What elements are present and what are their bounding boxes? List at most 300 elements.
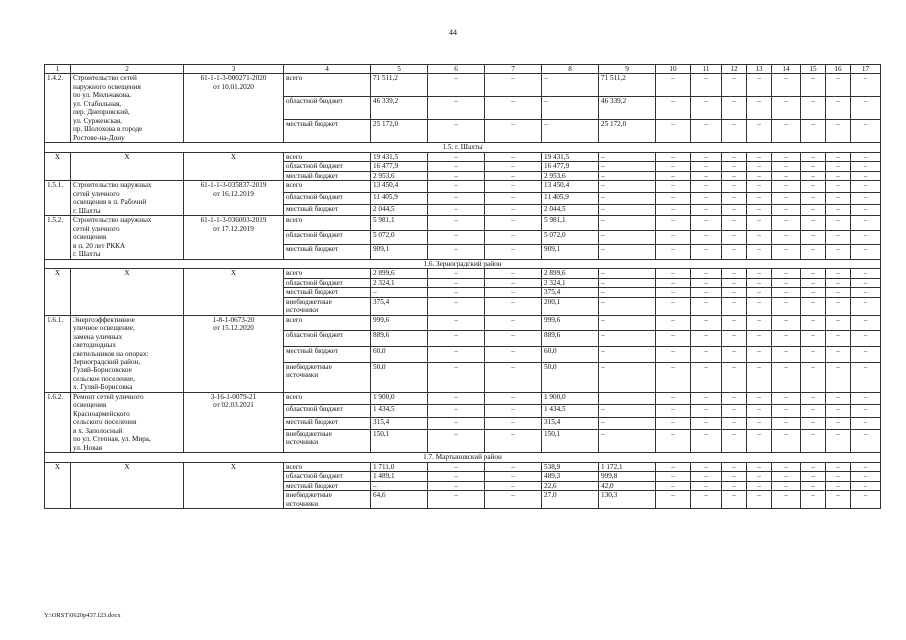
value-cell: 999,8 bbox=[599, 472, 656, 481]
value-cell: – bbox=[485, 192, 542, 204]
value-cell: – bbox=[691, 230, 722, 244]
item-number-cell: 1.5.1. bbox=[45, 181, 71, 216]
table-row bbox=[45, 392, 881, 404]
value-cell: – bbox=[826, 362, 851, 392]
value-cell: 1 434,5 bbox=[542, 405, 599, 417]
value-cell: – bbox=[691, 362, 722, 392]
value-cell: – bbox=[656, 204, 691, 216]
value-cell: – bbox=[599, 288, 656, 297]
value-cell: – bbox=[772, 74, 801, 97]
value-cell: – bbox=[851, 245, 881, 259]
item-number-cell: Х bbox=[45, 269, 71, 315]
value-cell: – bbox=[722, 472, 747, 481]
value-cell: – bbox=[772, 472, 801, 481]
value-cell: 27,0 bbox=[542, 491, 599, 509]
value-cell: – bbox=[801, 162, 826, 171]
value-cell: – bbox=[691, 417, 722, 429]
value-cell: – bbox=[747, 97, 772, 120]
value-cell: – bbox=[747, 120, 772, 143]
value-cell: – bbox=[428, 331, 485, 347]
value-cell: – bbox=[691, 297, 722, 315]
value-cell: – bbox=[656, 491, 691, 509]
value-cell: – bbox=[691, 181, 722, 193]
value-cell: – bbox=[485, 230, 542, 244]
value-cell: – bbox=[801, 491, 826, 509]
value-cell: – bbox=[851, 162, 881, 171]
value-cell: – bbox=[722, 392, 747, 404]
value-cell: – bbox=[691, 152, 722, 161]
value-cell: – bbox=[656, 362, 691, 392]
value-cell: – bbox=[851, 392, 881, 404]
project-name-cell: Х bbox=[71, 152, 184, 180]
value-cell: – bbox=[485, 74, 542, 97]
value-cell: – bbox=[428, 362, 485, 392]
value-cell: 375,4 bbox=[542, 288, 599, 297]
value-cell: – bbox=[656, 417, 691, 429]
value-cell: 22,6 bbox=[542, 481, 599, 490]
value-cell: 11 405,9 bbox=[542, 192, 599, 204]
funding-source-cell: областной бюджет bbox=[284, 97, 371, 120]
value-cell: – bbox=[826, 481, 851, 490]
value-cell: – bbox=[747, 204, 772, 216]
value-cell: 46 339,2 bbox=[599, 97, 656, 120]
table-row bbox=[45, 462, 881, 471]
value-cell: – bbox=[851, 405, 881, 417]
value-cell: – bbox=[826, 331, 851, 347]
value-cell: – bbox=[747, 297, 772, 315]
table-row bbox=[45, 152, 881, 161]
value-cell: – bbox=[485, 472, 542, 481]
value-cell: – bbox=[656, 171, 691, 180]
value-cell: – bbox=[772, 120, 801, 143]
value-cell: – bbox=[691, 192, 722, 204]
value-cell: – bbox=[542, 120, 599, 143]
value-cell: – bbox=[747, 278, 772, 287]
budget-table bbox=[44, 64, 881, 509]
value-cell: – bbox=[722, 278, 747, 287]
value-cell: – bbox=[656, 216, 691, 230]
value-cell: – bbox=[485, 162, 542, 171]
column-number-header: 8 bbox=[542, 65, 599, 74]
value-cell: – bbox=[691, 347, 722, 363]
value-cell: – bbox=[599, 230, 656, 244]
value-cell: – bbox=[691, 269, 722, 278]
value-cell: – bbox=[428, 162, 485, 171]
value-cell: – bbox=[428, 204, 485, 216]
value-cell: – bbox=[691, 278, 722, 287]
value-cell: – bbox=[826, 120, 851, 143]
registration-number-cell: Х bbox=[184, 462, 284, 508]
value-cell: – bbox=[722, 230, 747, 244]
value-cell: – bbox=[851, 297, 881, 315]
value-cell: – bbox=[772, 216, 801, 230]
column-number-header: 10 bbox=[656, 65, 691, 74]
value-cell: – bbox=[428, 347, 485, 363]
value-cell: 2 953,6 bbox=[371, 171, 428, 180]
value-cell: 538,9 bbox=[542, 462, 599, 471]
value-cell: – bbox=[691, 405, 722, 417]
value-cell: – bbox=[691, 245, 722, 259]
funding-source-cell: всего bbox=[284, 269, 371, 278]
value-cell: – bbox=[772, 230, 801, 244]
value-cell: – bbox=[801, 392, 826, 404]
value-cell: – bbox=[599, 331, 656, 347]
value-cell: – bbox=[826, 152, 851, 161]
value-cell: 5 981,1 bbox=[371, 216, 428, 230]
value-cell: – bbox=[599, 362, 656, 392]
value-cell: – bbox=[722, 120, 747, 143]
value-cell: – bbox=[599, 269, 656, 278]
funding-source-cell: областной бюджет bbox=[284, 472, 371, 481]
value-cell: – bbox=[599, 216, 656, 230]
value-cell: – bbox=[428, 245, 485, 259]
table-row bbox=[45, 315, 881, 331]
value-cell: – bbox=[772, 362, 801, 392]
value-cell: 2 899,6 bbox=[371, 269, 428, 278]
value-cell: – bbox=[691, 97, 722, 120]
value-cell: – bbox=[722, 74, 747, 97]
value-cell: – bbox=[485, 181, 542, 193]
funding-source-cell: областной бюджет bbox=[284, 405, 371, 417]
value-cell: – bbox=[599, 204, 656, 216]
value-cell: – bbox=[772, 417, 801, 429]
value-cell: – bbox=[747, 269, 772, 278]
budget-table-container bbox=[44, 64, 870, 509]
page-number: 44 bbox=[449, 28, 457, 37]
value-cell: – bbox=[485, 288, 542, 297]
funding-source-cell: всего bbox=[284, 462, 371, 471]
value-cell: – bbox=[851, 429, 881, 452]
value-cell: – bbox=[772, 181, 801, 193]
project-name-cell: Строительство наружных сетей уличного освещения в п. 20 лет РККА г. Шахты bbox=[71, 216, 184, 259]
value-cell: – bbox=[801, 74, 826, 97]
value-cell: – bbox=[851, 278, 881, 287]
value-cell: – bbox=[772, 331, 801, 347]
value-cell: – bbox=[691, 216, 722, 230]
registration-number-cell: 3-16-1-0079-21 от 02.03.2021 bbox=[184, 392, 284, 452]
value-cell: – bbox=[826, 491, 851, 509]
section-row bbox=[45, 259, 881, 268]
value-cell: – bbox=[722, 97, 747, 120]
value-cell: – bbox=[656, 288, 691, 297]
value-cell: – bbox=[747, 230, 772, 244]
value-cell: – bbox=[722, 181, 747, 193]
funding-source-cell: областной бюджет bbox=[284, 331, 371, 347]
value-cell: – bbox=[722, 288, 747, 297]
value-cell: – bbox=[851, 362, 881, 392]
value-cell: – bbox=[801, 204, 826, 216]
value-cell: – bbox=[691, 429, 722, 452]
value-cell: – bbox=[851, 481, 881, 490]
value-cell: – bbox=[485, 171, 542, 180]
value-cell: – bbox=[851, 171, 881, 180]
value-cell: – bbox=[599, 171, 656, 180]
table-row bbox=[45, 216, 881, 230]
value-cell: – bbox=[851, 181, 881, 193]
value-cell: – bbox=[691, 331, 722, 347]
table-row bbox=[45, 181, 881, 193]
file-path-footer: Y:\ORST\0620p437.f23.docx bbox=[44, 612, 121, 619]
value-cell: – bbox=[485, 269, 542, 278]
value-cell: – bbox=[656, 429, 691, 452]
value-cell: – bbox=[656, 74, 691, 97]
value-cell: – bbox=[826, 230, 851, 244]
item-number-cell: Х bbox=[45, 462, 71, 508]
value-cell: – bbox=[826, 288, 851, 297]
value-cell: 1 900,0 bbox=[371, 392, 428, 404]
value-cell: – bbox=[851, 347, 881, 363]
value-cell: – bbox=[851, 120, 881, 143]
section-title: 1.7. Мартыновский район bbox=[45, 453, 881, 462]
value-cell: 60,0 bbox=[542, 347, 599, 363]
value-cell: 2 953,6 bbox=[542, 171, 599, 180]
value-cell: – bbox=[722, 491, 747, 509]
value-cell: – bbox=[485, 429, 542, 452]
value-cell: – bbox=[826, 171, 851, 180]
section-title: 1.5. г. Шахты bbox=[45, 143, 881, 152]
value-cell: – bbox=[747, 405, 772, 417]
value-cell: – bbox=[801, 97, 826, 120]
value-cell: – bbox=[747, 417, 772, 429]
item-number-cell: 1.5.2. bbox=[45, 216, 71, 259]
value-cell: – bbox=[428, 269, 485, 278]
value-cell: 16 477,9 bbox=[542, 162, 599, 171]
column-number-header: 13 bbox=[747, 65, 772, 74]
registration-number-cell: 61-1-1-3-035837-2019 от 16.12.2019 bbox=[184, 181, 284, 216]
funding-source-cell: местный бюджет bbox=[284, 245, 371, 259]
value-cell: – bbox=[428, 181, 485, 193]
value-cell: – bbox=[747, 216, 772, 230]
value-cell: – bbox=[801, 216, 826, 230]
value-cell: – bbox=[801, 405, 826, 417]
value-cell: – bbox=[801, 315, 826, 331]
funding-source-cell: всего bbox=[284, 392, 371, 404]
value-cell: 60,0 bbox=[371, 347, 428, 363]
value-cell: – bbox=[428, 429, 485, 452]
value-cell: 1 900,0 bbox=[542, 392, 599, 404]
value-cell: 130,3 bbox=[599, 491, 656, 509]
funding-source-cell: всего bbox=[284, 181, 371, 193]
value-cell: – bbox=[772, 347, 801, 363]
funding-source-cell: местный бюджет bbox=[284, 347, 371, 363]
value-cell: – bbox=[747, 331, 772, 347]
value-cell: – bbox=[801, 331, 826, 347]
value-cell: 2 044,5 bbox=[542, 204, 599, 216]
value-cell: 2 324,1 bbox=[371, 278, 428, 287]
value-cell: – bbox=[599, 347, 656, 363]
value-cell: – bbox=[801, 269, 826, 278]
value-cell: – bbox=[772, 481, 801, 490]
value-cell: – bbox=[772, 429, 801, 452]
value-cell: – bbox=[428, 405, 485, 417]
value-cell: – bbox=[428, 171, 485, 180]
value-cell: 50,0 bbox=[371, 362, 428, 392]
value-cell: – bbox=[747, 491, 772, 509]
value-cell: 909,1 bbox=[371, 245, 428, 259]
value-cell: 19 431,5 bbox=[542, 152, 599, 161]
column-number-header: 6 bbox=[428, 65, 485, 74]
value-cell: – bbox=[691, 288, 722, 297]
value-cell: 1 172,1 bbox=[599, 462, 656, 471]
value-cell: 42,0 bbox=[599, 481, 656, 490]
value-cell: – bbox=[747, 362, 772, 392]
funding-source-cell: местный бюджет bbox=[284, 120, 371, 143]
value-cell: 1 489,1 bbox=[371, 472, 428, 481]
value-cell: – bbox=[722, 429, 747, 452]
funding-source-cell: всего bbox=[284, 152, 371, 161]
value-cell: – bbox=[485, 278, 542, 287]
value-cell: – bbox=[722, 216, 747, 230]
value-cell: – bbox=[801, 192, 826, 204]
section-row bbox=[45, 143, 881, 152]
value-cell: – bbox=[801, 429, 826, 452]
value-cell: – bbox=[747, 429, 772, 452]
funding-source-cell: всего bbox=[284, 74, 371, 97]
value-cell: 909,1 bbox=[542, 245, 599, 259]
value-cell: – bbox=[826, 245, 851, 259]
value-cell: – bbox=[851, 462, 881, 471]
value-cell: – bbox=[656, 269, 691, 278]
value-cell: 5 072,0 bbox=[542, 230, 599, 244]
value-cell: – bbox=[826, 405, 851, 417]
value-cell: – bbox=[772, 315, 801, 331]
value-cell: 71 511,2 bbox=[371, 74, 428, 97]
value-cell: – bbox=[747, 152, 772, 161]
value-cell: – bbox=[428, 491, 485, 509]
value-cell: – bbox=[691, 462, 722, 471]
value-cell: – bbox=[656, 462, 691, 471]
value-cell: – bbox=[722, 171, 747, 180]
value-cell: 11 405,9 bbox=[371, 192, 428, 204]
project-name-cell: Строительство наружных сетей уличного освещения в п. Рабочий г. Шахты bbox=[71, 181, 184, 216]
funding-source-cell: местный бюджет bbox=[284, 417, 371, 429]
value-cell: – bbox=[599, 278, 656, 287]
value-cell: – bbox=[801, 288, 826, 297]
value-cell: – bbox=[656, 331, 691, 347]
value-cell: – bbox=[656, 297, 691, 315]
column-number-header: 12 bbox=[722, 65, 747, 74]
value-cell: 999,6 bbox=[542, 315, 599, 331]
value-cell: 2 044,5 bbox=[371, 204, 428, 216]
value-cell: – bbox=[772, 392, 801, 404]
value-cell: – bbox=[428, 230, 485, 244]
value-cell: – bbox=[826, 472, 851, 481]
value-cell: – bbox=[826, 429, 851, 452]
value-cell: – bbox=[722, 417, 747, 429]
value-cell: – bbox=[722, 331, 747, 347]
value-cell: – bbox=[485, 481, 542, 490]
value-cell: 315,4 bbox=[542, 417, 599, 429]
value-cell: 2 324,1 bbox=[542, 278, 599, 287]
value-cell: – bbox=[656, 162, 691, 171]
value-cell: – bbox=[747, 347, 772, 363]
project-name-cell: Энергоэффективное уличное освещение, замена уличных светодиодных светильников на опорах: Зерноградский район, Гуляй-Борисовское сельское поселение, х. Гуляй-Борисовка bbox=[71, 315, 184, 392]
value-cell: 200,1 bbox=[542, 297, 599, 315]
value-cell: – bbox=[691, 204, 722, 216]
value-cell: – bbox=[485, 152, 542, 161]
value-cell: – bbox=[722, 245, 747, 259]
funding-source-cell: внебюджетные источники bbox=[284, 362, 371, 392]
value-cell: – bbox=[772, 297, 801, 315]
column-number-header: 5 bbox=[371, 65, 428, 74]
value-cell: – bbox=[851, 417, 881, 429]
value-cell: – bbox=[656, 481, 691, 490]
value-cell: 19 431,5 bbox=[371, 152, 428, 161]
funding-source-cell: местный бюджет bbox=[284, 481, 371, 490]
value-cell: – bbox=[656, 181, 691, 193]
value-cell: – bbox=[801, 230, 826, 244]
value-cell: – bbox=[801, 278, 826, 287]
value-cell: – bbox=[801, 171, 826, 180]
value-cell: – bbox=[428, 97, 485, 120]
funding-source-cell: областной бюджет bbox=[284, 162, 371, 171]
column-number-header: 2 bbox=[71, 65, 184, 74]
value-cell: 999,6 bbox=[371, 315, 428, 331]
funding-source-cell: местный бюджет bbox=[284, 288, 371, 297]
value-cell: – bbox=[826, 278, 851, 287]
value-cell: 889,6 bbox=[542, 331, 599, 347]
value-cell: – bbox=[485, 417, 542, 429]
item-number-cell: 1.4.2. bbox=[45, 74, 71, 143]
value-cell: – bbox=[485, 297, 542, 315]
value-cell: – bbox=[801, 297, 826, 315]
value-cell: 25 172,0 bbox=[599, 120, 656, 143]
value-cell: – bbox=[747, 481, 772, 490]
column-number-header: 3 bbox=[184, 65, 284, 74]
registration-number-cell: Х bbox=[184, 269, 284, 315]
value-cell: 1 434,5 bbox=[371, 405, 428, 417]
value-cell: – bbox=[691, 171, 722, 180]
value-cell: – bbox=[428, 481, 485, 490]
column-number-header: 11 bbox=[691, 65, 722, 74]
value-cell: – bbox=[656, 315, 691, 331]
value-cell: 64,6 bbox=[371, 491, 428, 509]
value-cell: – bbox=[656, 347, 691, 363]
value-cell: – bbox=[722, 192, 747, 204]
value-cell: – bbox=[485, 331, 542, 347]
value-cell: – bbox=[428, 315, 485, 331]
value-cell: – bbox=[542, 97, 599, 120]
value-cell: – bbox=[722, 152, 747, 161]
value-cell: – bbox=[599, 181, 656, 193]
value-cell: 1 711,0 bbox=[371, 462, 428, 471]
value-cell: – bbox=[851, 269, 881, 278]
value-cell: – bbox=[747, 315, 772, 331]
value-cell: – bbox=[691, 162, 722, 171]
value-cell: – bbox=[599, 297, 656, 315]
value-cell: – bbox=[428, 192, 485, 204]
value-cell: – bbox=[428, 278, 485, 287]
value-cell: – bbox=[428, 152, 485, 161]
value-cell: – bbox=[542, 74, 599, 97]
funding-source-cell: внебюджетные источники bbox=[284, 297, 371, 315]
project-name-cell: Ремонт сетей уличного освещения Красноармейского сельского поселения в х. Заполосный по ул. Степная, ул. Мира, ул. Новая bbox=[71, 392, 184, 452]
value-cell: – bbox=[485, 362, 542, 392]
value-cell: 150,1 bbox=[542, 429, 599, 452]
value-cell: – bbox=[485, 462, 542, 471]
value-cell: – bbox=[485, 245, 542, 259]
value-cell: – bbox=[851, 230, 881, 244]
value-cell: – bbox=[599, 192, 656, 204]
value-cell: 50,0 bbox=[542, 362, 599, 392]
value-cell: – bbox=[428, 417, 485, 429]
value-cell: 315,4 bbox=[371, 417, 428, 429]
value-cell: – bbox=[801, 472, 826, 481]
value-cell: – bbox=[428, 216, 485, 230]
value-cell: – bbox=[599, 315, 656, 331]
value-cell: – bbox=[656, 152, 691, 161]
value-cell: – bbox=[691, 120, 722, 143]
